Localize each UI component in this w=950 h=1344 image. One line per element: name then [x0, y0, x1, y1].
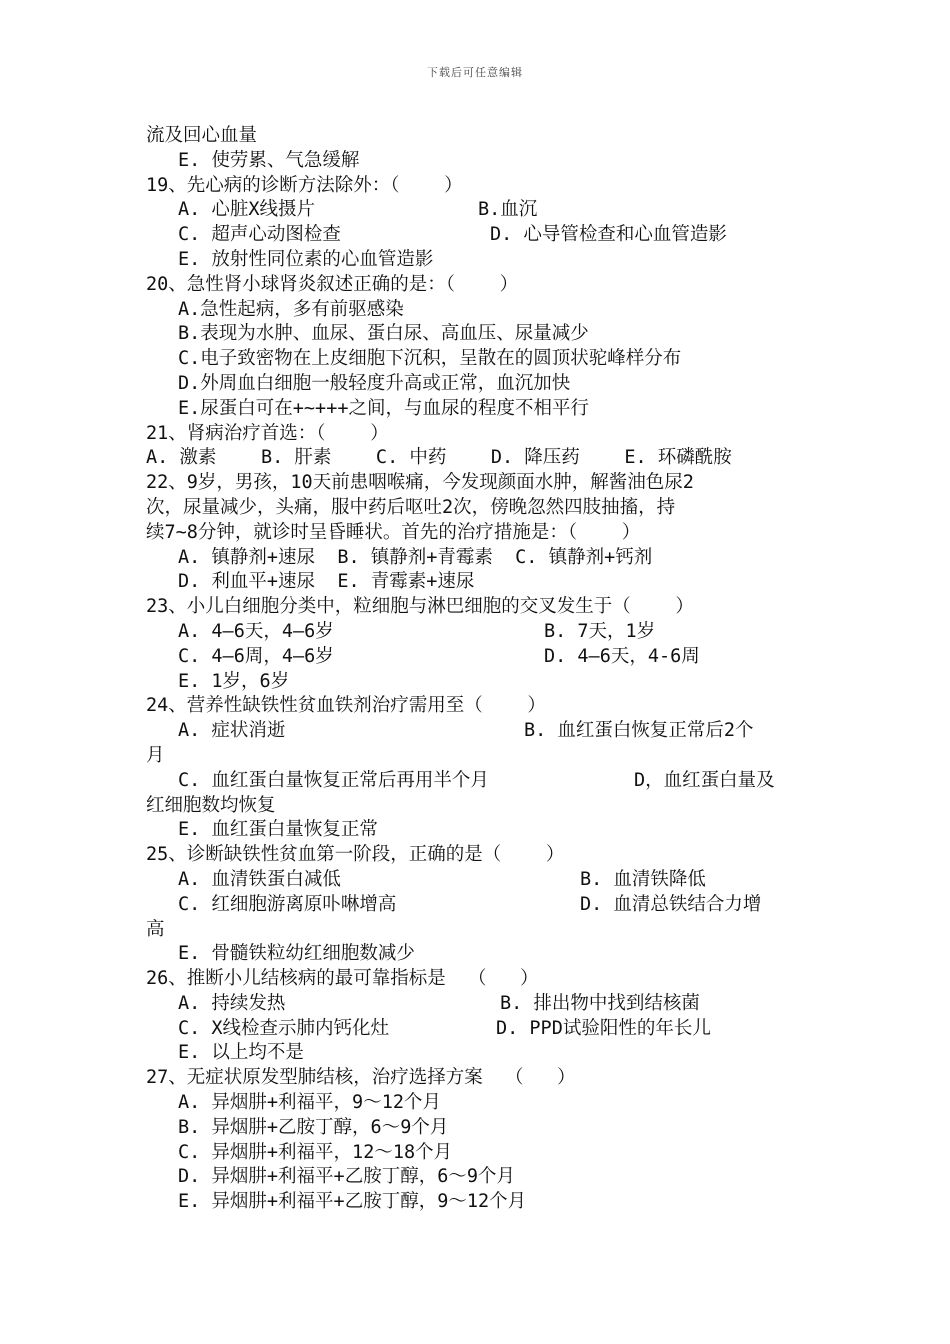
line-text: C.电子致密物在上皮细胞下沉积，呈散在的圆顶状驼峰样分布 [178, 348, 682, 370]
line-text: C. 超声心动图检查 [178, 224, 341, 246]
line-text: 红细胞数均恢复 [146, 794, 276, 816]
text-line [146, 223, 816, 248]
text-line [146, 446, 816, 471]
text-line [146, 843, 816, 868]
text-line [146, 645, 816, 670]
line-text: E. 使劳累、气急缓解 [178, 149, 360, 171]
line-text: 27、无症状原发型肺结核，治疗选择方案 （ ） [146, 1067, 576, 1089]
text-line [146, 620, 816, 645]
line-text: C. 4—6周，4—6岁 [178, 645, 334, 667]
page-header: 下载后可任意编辑 [427, 66, 523, 79]
line-text: E. 血红蛋白量恢复正常 [178, 819, 378, 841]
line-option-right: B. 7天，1岁 [544, 620, 656, 642]
document-body [146, 124, 816, 1215]
text-line [146, 942, 816, 967]
text-line [146, 918, 816, 943]
text-line [146, 397, 816, 422]
text-line [146, 744, 816, 769]
text-line [146, 322, 816, 347]
text-line [146, 1141, 816, 1166]
text-line [146, 174, 816, 199]
line-text: 24、营养性缺铁性贫血铁剂治疗需用至（ ） [146, 695, 546, 717]
line-option-right: B. 血清铁降低 [580, 868, 706, 890]
text-line [146, 794, 816, 819]
line-text: A. 心脏X线摄片 [178, 199, 316, 221]
line-text: 次，尿量减少，头痛，服中药后呕吐2次，傍晚忽然四肢抽搐，持 [146, 496, 676, 518]
line-text: 月 [146, 744, 165, 766]
text-line [146, 422, 816, 447]
text-line [146, 769, 816, 794]
text-line [146, 496, 816, 521]
line-text: A. 症状消逝 [178, 720, 286, 742]
line-text: A. 异烟肼+利福平，9～12个月 [178, 1092, 441, 1114]
line-option-right: B. 血红蛋白恢复正常后2个 [524, 720, 754, 742]
line-option-right: D. PPD试验阳性的年长儿 [496, 1017, 711, 1039]
line-text: 25、诊断缺铁性贫血第一阶段，正确的是（ ） [146, 844, 565, 866]
line-text: 20、急性肾小球肾炎叙述正确的是：（ ） [146, 273, 519, 295]
line-text: C. X线检查示肺内钙化灶 [178, 1017, 390, 1039]
line-text: A. 镇静剂+速尿 B. 镇静剂+青霉素 C. 镇静剂+钙剂 [178, 546, 653, 568]
text-line [146, 868, 816, 893]
text-line [146, 372, 816, 397]
text-line [146, 1091, 816, 1116]
text-line [146, 719, 816, 744]
line-text: D. 利血平+速尿 E. 青霉素+速尿 [178, 571, 475, 593]
line-option-right: B.血沉 [478, 199, 538, 221]
line-text: C. 异烟肼+利福平，12～18个月 [178, 1141, 453, 1163]
line-text: E.尿蛋白可在+~+++之间，与血尿的程度不相平行 [178, 397, 589, 419]
line-text: 续7~8分钟，就诊时呈昏睡状。首先的治疗措施是：（ ） [146, 521, 641, 543]
text-line [146, 347, 816, 372]
text-line [146, 248, 816, 273]
line-option-right: B. 排出物中找到结核菌 [500, 992, 700, 1014]
line-text: 21、肾病治疗首选：（ ） [146, 422, 389, 444]
line-text: C. 血红蛋白量恢复正常后再用半个月 [178, 769, 489, 791]
line-text: A.急性起病，多有前驱感染 [178, 298, 404, 320]
line-text: E. 异烟肼+利福平+乙胺丁醇，9～12个月 [178, 1191, 527, 1213]
text-line [146, 1066, 816, 1091]
line-text: 26、推断小儿结核病的最可靠指标是 （ ） [146, 968, 539, 990]
line-text: D.外周血白细胞一般轻度升高或正常，血沉加快 [178, 372, 571, 394]
line-text: 流及回心血量 [146, 125, 258, 146]
line-text: E. 放射性同位素的心血管造影 [178, 248, 434, 270]
text-line [146, 149, 816, 174]
text-line [146, 471, 816, 496]
line-text: 23、小儿白细胞分类中，粒细胞与淋巴细胞的交叉发生于（ ） [146, 596, 694, 618]
line-text: E. 1岁，6岁 [178, 670, 290, 692]
text-line [146, 595, 816, 620]
text-line [146, 298, 816, 323]
line-text: D. 异烟肼+利福平+乙胺丁醇，6～9个月 [178, 1166, 515, 1188]
text-line [146, 1041, 816, 1066]
line-text: B. 异烟肼+乙胺丁醇，6～9个月 [178, 1116, 449, 1138]
line-text: A. 激素 B. 肝素 C. 中药 D. 降压药 E. 环磷酰胺 [146, 447, 732, 469]
line-text: C. 红细胞游离原卟啉增高 [178, 893, 397, 915]
text-line [146, 893, 816, 918]
line-text: B.表现为水肿、血尿、蛋白尿、高血压、尿量减少 [178, 323, 589, 345]
text-line [146, 1116, 816, 1141]
text-line [146, 967, 816, 992]
line-text: 19、先心病的诊断方法除外：（ ） [146, 174, 463, 196]
text-line [146, 818, 816, 843]
text-line [146, 124, 816, 149]
line-text: 高 [146, 918, 165, 940]
text-line [146, 546, 816, 571]
text-line [146, 521, 816, 546]
text-line [146, 1165, 816, 1190]
text-line [146, 273, 816, 298]
text-line [146, 198, 816, 223]
line-text: E. 以上均不是 [178, 1042, 304, 1064]
text-line [146, 570, 816, 595]
text-line [146, 1190, 816, 1215]
line-text: E. 骨髓铁粒幼红细胞数减少 [178, 943, 415, 965]
text-line [146, 992, 816, 1017]
line-text: A. 持续发热 [178, 992, 286, 1014]
line-option-right: D，血红蛋白量及 [634, 769, 775, 791]
line-text: 22、9岁，男孩，10天前患咽喉痛，今发现颜面水肿，解酱油色尿2 [146, 472, 694, 494]
line-option-right: D. 心导管检查和心血管造影 [490, 224, 727, 246]
line-option-right: D. 血清总铁结合力增 [580, 893, 762, 915]
text-line [146, 1017, 816, 1042]
line-text: A. 4—6天，4—6岁 [178, 620, 334, 642]
text-line [146, 694, 816, 719]
line-text: A. 血清铁蛋白减低 [178, 868, 341, 890]
line-option-right: D. 4—6天，4-6周 [544, 645, 700, 667]
text-line [146, 670, 816, 695]
